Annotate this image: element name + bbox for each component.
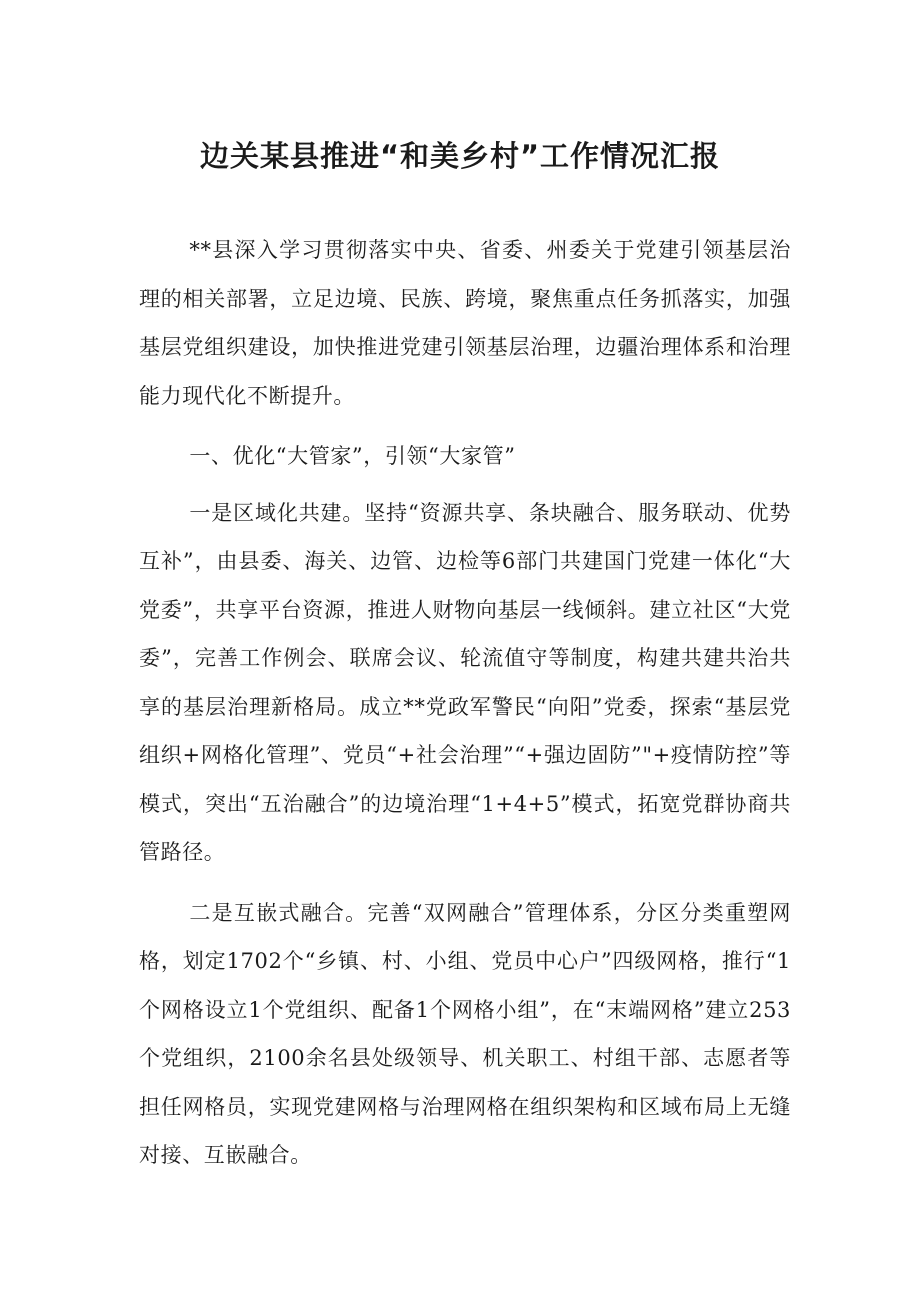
document-body (139, 226, 791, 1192)
paragraph-regional-co-construction: 一是区域化共建。坚持“资源共享、条块融合、服务联动、优势互补”，由县委、海关、边管、边检等6部门共建国门党建一体化“大党委”，共享平台资源，推进人财物向基层一线倾斜。建立社区“大党委”，完善工作例会、联席会议、轮流值守等制度，构建共建共治共享的基层治理新格局。成立**党政军警民“向阳”党委，探索“基层党组织+网格化管理”、党员“+社会治理”“+强边固防”"+疫情防控”等模式，突出“五治融合”的边境治理“1+4+5”模式，拓宽党群协商共管路径。 (139, 500, 791, 864)
paragraph-embedded-integration: 二是互嵌式融合。完善“双网融合”管理体系，分区分类重塑网格，划定1702个“乡镇、村、小组、党员中心户”四级网格，推行“1个网格设立1个党组织、配备1个网格小组”，在“末端网格”建立253个党组织，2100余名县处级领导、机关职工、村组干部、志愿者等担任网格员，实现党建网格与治理网格在组织架构和区域布局上无缝对接、互嵌融合。 (139, 900, 791, 1167)
section-heading: 一、优化“大管家”，引领“大家管” (189, 444, 516, 468)
document-title: 边关某县推进“和美乡村”工作情况汇报 (199, 139, 721, 173)
intro-paragraph: **县深入学习贯彻落实中央、省委、州委关于党建引领基层治理的相关部署，立足边境、民族、跨境，聚焦重点任务抓落实，加强基层党组织建设，加快推进党建引领基层治理，边疆治理体系和治理能力现代化不断提升。 (139, 238, 791, 408)
